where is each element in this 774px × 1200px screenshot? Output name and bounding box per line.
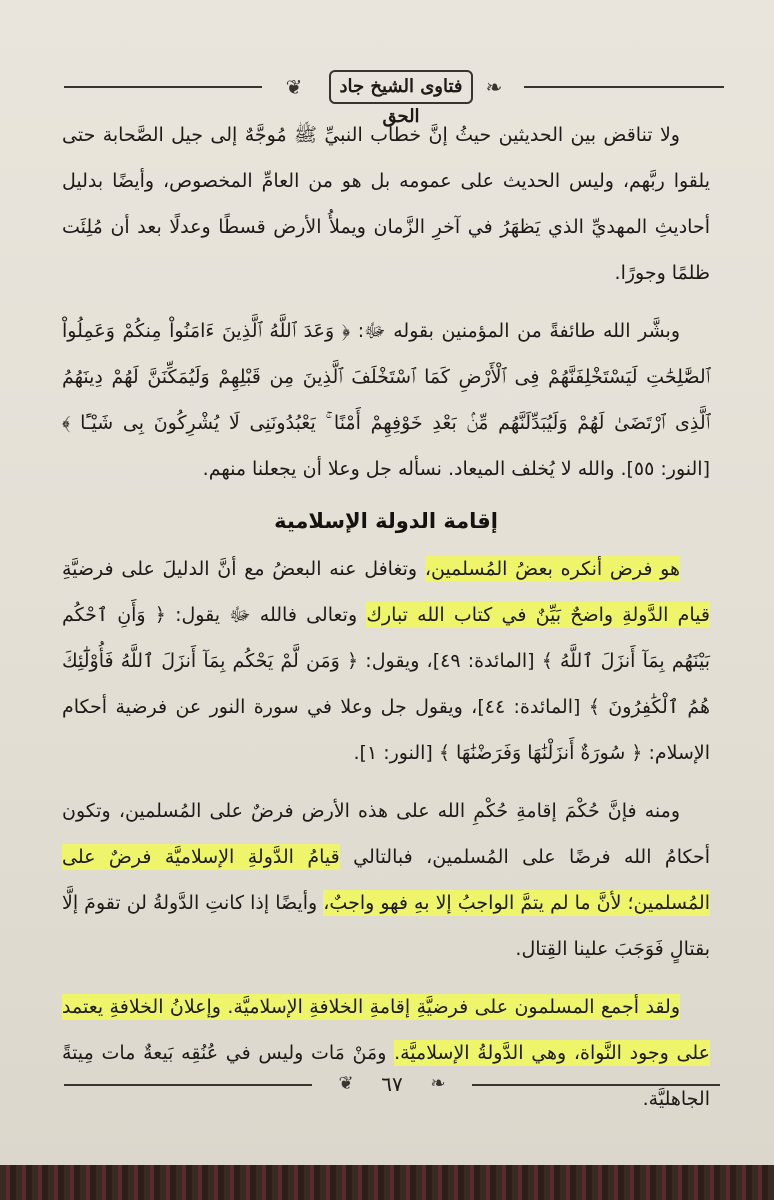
- paragraph-text: وتعالى فالله ﷻ يقول: ﴿ وَأَنِ ٱحْكُم بَيْنَهُم بِمَآ أَنزَلَ ٱللَّهُ ﴾ [المائدة: ٤٩]، ويقول: ﴿ وَمَن لَّمْ يَحْكُم بِمَآ أَنزَلَ ٱللَّهُ فَأُوْلَٰٓئِكَ هُمُ ٱلْكَٰفِرُونَ ﴾ [المائدة: ٤٤]، ويقول جل وعلا في سورة النور عن فرضية أحكام الإسلام: ﴿ سُورَةٌ أَنزَلْنَٰهَا وَفَرَضْنَٰهَا ﴾ [النور: ١].: [62, 604, 711, 764]
- header-rule-left: [64, 86, 262, 88]
- floral-ornament-icon: ❦: [338, 1073, 354, 1094]
- floral-ornament-icon: ❦: [285, 75, 303, 99]
- floral-ornament-icon: ❧: [430, 1073, 446, 1094]
- header-rule-right: [524, 86, 724, 88]
- footer-rule-right: [472, 1084, 720, 1086]
- paragraph-2: وبشَّر الله طائفةً من المؤمنين بقوله ﷻ: ﴿ وَعَدَ ٱللَّهُ ٱلَّذِينَ ءَامَنُواْ مِنكُمْ وَعَمِلُواْ ٱلصَّٰلِحَٰتِ لَيَسْتَخْلِفَنَّهُمْ فِى ٱلْأَرْضِ كَمَا ٱسْتَخْلَفَ ٱلَّذِينَ مِن قَبْلِهِمْ وَلَيُمَكِّنَنَّ لَهُمْ دِينَهُمُ ٱلَّذِى ٱرْتَضَىٰ لَهُمْ وَلَيُبَدِّلَنَّهُم مِّنۢ بَعْدِ خَوْفِهِمْ أَمْنًا ۚ يَعْبُدُونَنِى لَا يُشْرِكُونَ بِى شَيْـًٔا ﴾ [النور: ٥٥]. والله لا يُخلف الميعاد. نسأله جل وعلا أن يجعلنا منهم.: [62, 320, 710, 480]
- running-header: [64, 70, 724, 127]
- paragraph-text: وتغافل عنه البعضُ مع أنَّ الدليلَ على فرضيَّةِ: [62, 558, 425, 580]
- highlighted-text: ولقد أجمع المسلمون على فرضيَّةِ إقامةِ الخلافةِ الإسلاميَّة. وإعلانُ الخلافةِ يعتمد على وجود النَّواة، وهي الدَّولةُ الإسلاميَّة.: [62, 996, 710, 1064]
- page-footer: [64, 1072, 720, 1102]
- paragraph-text: ومنه فإنَّ حُكْمَ إقامةِ حُكْمِ الله على هذه الأرض فرضٌ على المُسلمين، وتكون أحكامُ الله فرضًا على المُسلمين، فبالتالي: [62, 800, 711, 868]
- background-fabric: [0, 1165, 774, 1200]
- page-number: ٦٧: [381, 1072, 403, 1096]
- floral-ornament-icon: ❧: [485, 75, 503, 99]
- highlighted-text: قيامُ الدَّولةِ الإسلاميَّة فرضٌ على المُسلمين؛ لأنَّ ما لم يتمَّ الواجبُ إلا بهِ فهو واجبٌ،: [62, 846, 710, 914]
- highlighted-text: قيام الدَّولةِ واضحٌ بَيِّنٌ في كتاب الله تبارك: [366, 604, 710, 626]
- paragraph-text: وأيضًا إذا كانتِ الدَّولةُ لن تقومَ إلَّا بقتالٍ فَوَجَبَ علينا القِتال.: [62, 892, 710, 960]
- highlighted-text: هو فرض أنكره بعضُ المُسلمين،: [424, 558, 680, 580]
- section-title: إقامة الدولة الإسلامية: [274, 509, 498, 533]
- header-title: فتاوى الشيخ جاد الحق: [329, 70, 473, 104]
- paragraph-1: ولا تناقض بين الحديثين حيثُ إنَّ خطاب النبيِّ ﷺ مُوجَّهٌ إلى جيل الصَّحابة حتى يلقوا ربَّهم، وليس الحديث على عمومه بل هو من العامِّ المخصوص، وأيضًا بدليل أحاديثِ المهديِّ الذي يَظهَرُ في آخرِ الزَّمان ويملأُ الأرض قسطًا وعدلًا بعد أن مُلِئَت ظلمًا وجورًا.: [62, 124, 710, 284]
- paragraph-4: [62, 788, 710, 972]
- footer-rule-left: [64, 1084, 312, 1086]
- paragraph-text: ومَنْ مَات وليس في عُنُقِه بَيعةٌ مات مِيتةً الجاهليَّة.: [62, 1042, 710, 1110]
- page-body: [62, 112, 710, 1134]
- paragraph-3: [62, 546, 710, 776]
